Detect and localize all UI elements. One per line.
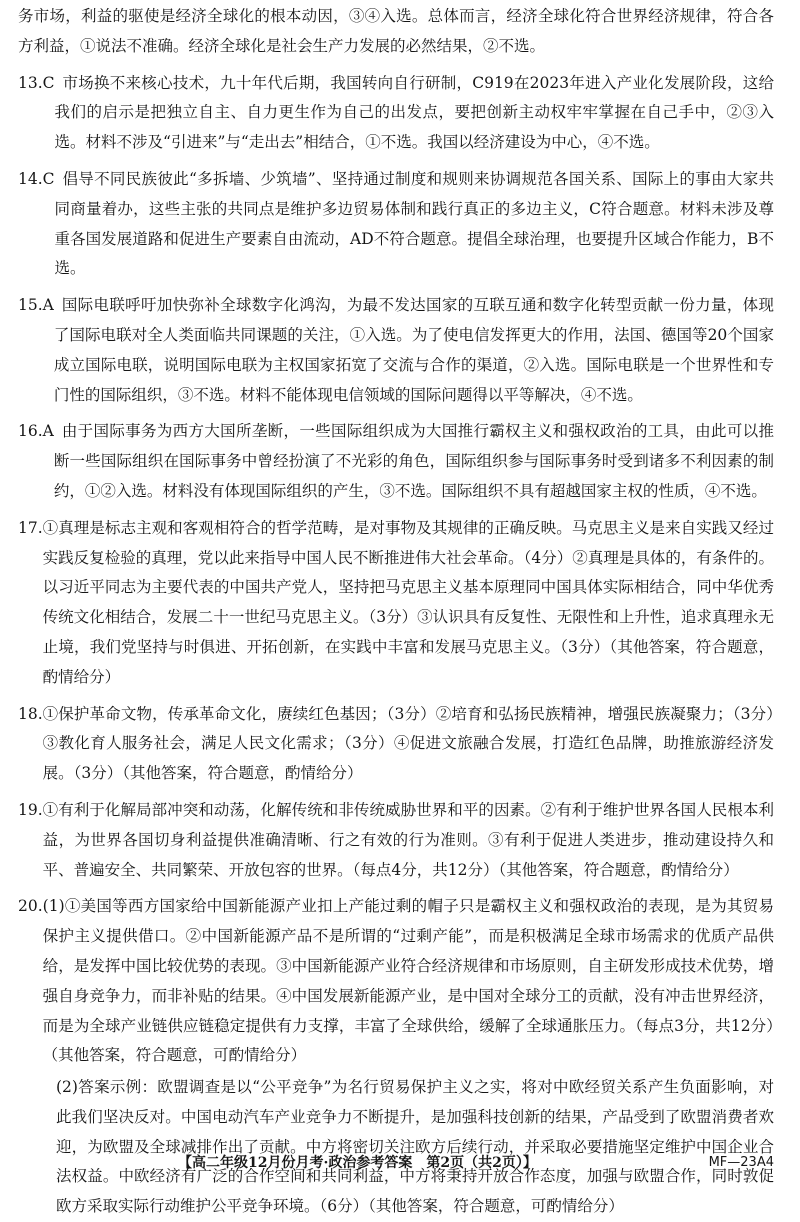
answer-number: 17. [18, 518, 43, 537]
answer-text: 倡导不同民族彼此“多拆墙、少筑墙”、坚持通过制度和规则来协调规范各国关系、国际上的事由大家共同商量着办，这些主张的共同点是维护多边贸易体制和践行真正的多边主义，C符合题意。材料未涉及尊重各国发展道路和促进生产要素自由流动，AD不符合题意。提倡全球治理，也要提升区域合作能力，B不选。 [54, 169, 774, 278]
answer-text: ①有利于化解局部冲突和动荡，化解传统和非传统威胁世界和平的因素。②有利于维护世界各国人民根本利益，为世界各国切身利益提供准确清晰、行之有效的行为准则。③有利于促进人类进步，推动建设持久和平、普遍安全、共同繁荣、开放包容的世界。（每点4分，共12分）（其他答案，符合题意，酌情给分） [42, 800, 774, 879]
answer-item-16 [18, 417, 774, 506]
continued-answer-text: 务市场，利益的驱使是经济全球化的根本动因，③④入选。总体而言，经济全球化符合世界经济规律，符合各方利益，①说法不准确。经济全球化是社会生产力发展的必然结果，②不选。 [18, 7, 774, 55]
answer-item-15 [18, 291, 774, 410]
answer-item-19 [18, 796, 774, 885]
answer-item-18 [18, 700, 774, 789]
answer-text: 市场换不来核心技术，九十年代后期，我国转向自行研制，C919在2023年进入产业化发展阶段，这给我们的启示是把独立自主、自力更生作为自己的出发点，要把创新主动权牢牢掌握在自己手中，②③入选。材料不涉及“引进来”与“走出去”相结合，①不选。我国以经济建设为中心，④不选。 [54, 73, 774, 152]
answer-number: 19. [18, 800, 43, 819]
answer-number: 18. [18, 704, 43, 723]
answer-item-13 [18, 69, 774, 158]
answer-item-14 [18, 165, 774, 284]
answer-text: (1)①美国等西方国家给中国新能源产业扣上产能过剩的帽子只是霸权主义和强权政治的表现，是为其贸易保护主义提供借口。②中国新能源产品不是所谓的“过剩产能”，而是积极满足全球市场需求的优质产品供给，是发挥中国比较优势的表现。③中国新能源产业符合经济规律和市场原则，自主研发形成技术优势，增强自身竞争力，而非补贴的结果。④中国发展新能源产业，是中国对全球分工的贡献，没有冲击世界经济，而是为全球产业链供应链稳定提供有力支撑，丰富了全球供给，缓解了全球通胀压力。（每点3分，共12分）（其他答案，符合题意，可酌情给分） [42, 897, 774, 1065]
answer-item-20-part-2: (2)答案示例：欧盟调查是以“公平竞争”为名行贸易保护主义之实，将对中欧经贸关系产生负面影响，对此我们坚决反对。中国电动汽车产业竞争力不断提升，是加强科技创新的结果，产品受到了欧盟消费者欢迎，为欧盟及全球减排作出了贡献。中方将密切关注欧方后续行动，并采取必要措施坚定维护中国企业合法权益。中欧经济有广泛的合作空间和共同利益，中方将秉持开放合作态度，加强与欧盟合作，同时敦促欧方采取实际行动维护公平竞争环境。（6分）（其他答案，符合题意，可酌情给分） [56, 1078, 774, 1216]
answer-item-17 [18, 514, 774, 693]
footer-title: 【高二年级12月份月考·政治参考答案 第2页（共2页）】 [178, 1155, 537, 1171]
answer-text: 由于国际事务为西方大国所垄断，一些国际组织成为大国推行霸权主义和强权政治的工具，由此可以推断一些国际组织在国际事务中曾经扮演了不光彩的角色，国际组织参与国际事务时受到诸多不利因素的制约，①②入选。材料没有体现国际组织的产生，③不选。国际组织不具有超越国家主权的性质，④不选。 [53, 422, 774, 500]
answer-number: 16.A [18, 422, 54, 441]
answer-number: 15.A [18, 296, 54, 315]
answer-text: ①保护革命文物，传承革命文化，赓续红色基因；（3分）②培育和弘扬民族精神，增强民族凝聚力；（3分）③教化育人服务社会，满足人民文化需求；（3分）④促进文旅融合发展，打造红色品牌，助推旅游经济发展。（3分）（其他答案，符合题意，酌情给分） [42, 704, 774, 783]
footer-code: MF—23A4 [708, 1155, 774, 1170]
answer-number: 20. [18, 897, 43, 916]
answer-number: 14.C [18, 169, 55, 188]
page-footer [0, 1150, 800, 1176]
answer-text: ①真理是标志主观和客观相符合的哲学范畴，是对事物及其规律的正确反映。马克思主义是来自实践又经过实践反复检验的真理，党以此来指导中国人民不断推进伟大社会革命。（4分）②真理是具体的，有条件的。以习近平同志为主要代表的中国共产党人，坚持把马克思主义基本原理同中国具体实际相结合，同中华优秀传统文化相结合，发展二十一世纪马克思主义。（3分）③认识具有反复性、无限性和上升性，追求真理永无止境，我们党坚持与时俱进、开拓创新，在实践中丰富和发展马克思主义。（3分）（其他答案，符合题意，酌情给分） [42, 518, 774, 686]
answer-item-20 [18, 892, 774, 1071]
answer-number: 13.C [18, 73, 55, 92]
answer-text: 国际电联呼吁加快弥补全球数字化鸿沟，为最不发达国家的互联互通和数字化转型贡献一份力量，体现了国际电联对全人类面临共同课题的关注，①入选。为了使电信发挥更大的作用，法国、德国等20个国家成立国际电联，说明国际电联为主权国家拓宽了交流与合作的渠道，②入选。国际电联是一个世界性和专门性的国际组织，③不选。材料不能体现电信领域的国际问题得以平等解决，④不选。 [53, 296, 774, 404]
